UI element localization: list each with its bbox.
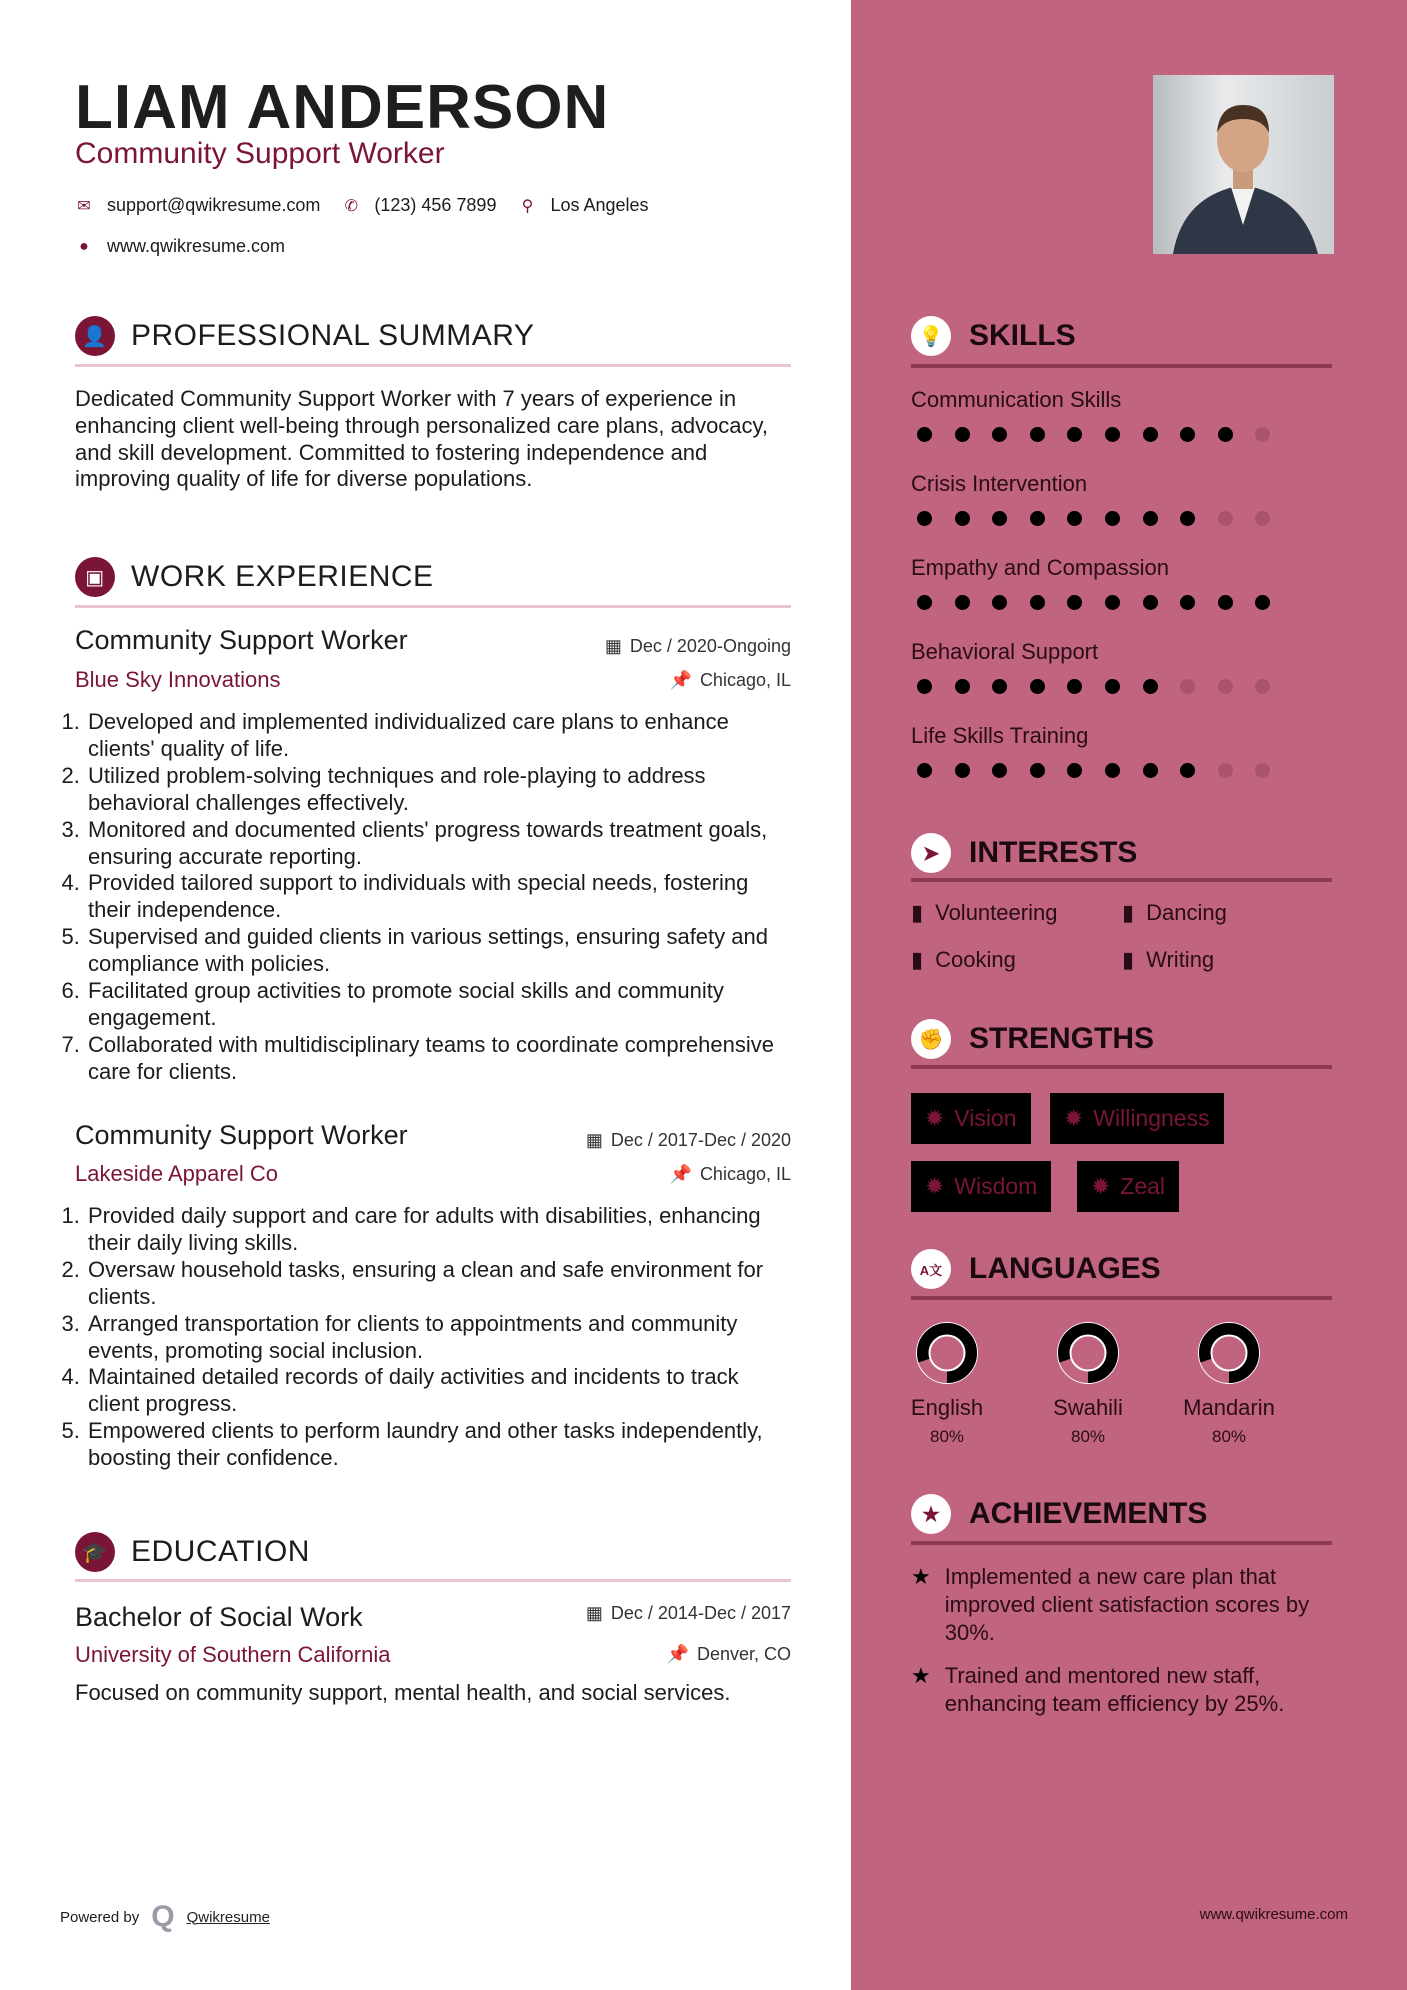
interest-item bbox=[1122, 900, 1227, 926]
experience-heading-text: WORK EXPERIENCE bbox=[131, 560, 434, 593]
rating-dot bbox=[1030, 427, 1045, 442]
candidate-name: LIAM ANDERSON bbox=[75, 73, 610, 142]
rating-dot bbox=[955, 595, 970, 610]
job-title: Community Support Worker bbox=[75, 625, 408, 655]
paper-plane-icon: ➤ bbox=[911, 833, 951, 873]
achievements-heading-text: ACHIEVEMENTS bbox=[969, 1497, 1208, 1530]
skill-item bbox=[911, 555, 1270, 639]
bullet: 5. Supervised and guided clients in various settings, ensuring safety and compliance with policies. bbox=[86, 924, 788, 978]
achievement-item bbox=[911, 1662, 1331, 1718]
book-icon: ▮ bbox=[911, 947, 924, 972]
language-name: English bbox=[910, 1395, 984, 1420]
interest-label: Writing bbox=[1146, 947, 1215, 972]
strength-tag bbox=[911, 1161, 1051, 1212]
skill-name: Empathy and Compassion bbox=[911, 555, 1170, 580]
profile-photo bbox=[1153, 75, 1334, 254]
achievement-text: Implemented a new care plan that improved client satisfaction scores by 30%. bbox=[944, 1564, 1310, 1645]
rating-dot bbox=[1067, 511, 1082, 526]
languages-list bbox=[882, 1320, 1294, 1447]
strength-label: Zeal bbox=[1120, 1173, 1166, 1199]
skill-rating bbox=[917, 595, 1270, 610]
location-text: Chicago, IL bbox=[699, 670, 791, 690]
interests-heading bbox=[911, 833, 1137, 873]
rating-dot bbox=[1030, 763, 1045, 778]
calendar-icon: ▦ bbox=[604, 636, 622, 656]
rating-dot bbox=[917, 427, 932, 442]
rating-dot bbox=[1105, 427, 1120, 442]
pin-icon: 📌 bbox=[669, 1164, 692, 1184]
divider bbox=[911, 878, 1332, 882]
strengths-heading-text: STRENGTHS bbox=[969, 1022, 1155, 1055]
lightbulb-icon: 💡 bbox=[911, 316, 951, 356]
rating-dot bbox=[1105, 763, 1120, 778]
rating-dot bbox=[1067, 427, 1082, 442]
degree: Bachelor of Social Work bbox=[75, 1602, 363, 1632]
rating-dot bbox=[1255, 595, 1270, 610]
interest-label: Cooking bbox=[935, 947, 1016, 972]
location-pin-icon: ⚲ bbox=[521, 197, 534, 215]
rating-dot bbox=[1180, 679, 1195, 694]
language-item bbox=[1164, 1320, 1294, 1447]
bullet: 1. Provided daily support and care for adults with disabilities, enhancing their daily living skills. bbox=[86, 1203, 788, 1257]
education-heading-text: EDUCATION bbox=[131, 1535, 310, 1568]
email-icon: ✉ bbox=[77, 197, 91, 215]
bullet: 3. Monitored and documented clients' progress towards treatment goals, ensuring accurate reporting. bbox=[86, 817, 788, 871]
date-text: Dec / 2014-Dec / 2017 bbox=[610, 1603, 791, 1623]
star-award-icon: ★ bbox=[911, 1494, 951, 1534]
book-icon: ▮ bbox=[1122, 900, 1135, 925]
language-donut bbox=[1055, 1320, 1121, 1386]
skill-name: Behavioral Support bbox=[911, 639, 1099, 664]
pin-icon: 📌 bbox=[666, 1644, 689, 1664]
skill-rating bbox=[917, 679, 1270, 694]
edu-date bbox=[586, 1603, 791, 1624]
rating-dot bbox=[1255, 679, 1270, 694]
rating-dot bbox=[1143, 511, 1158, 526]
fist-icon: ✊ bbox=[911, 1019, 951, 1059]
skills-heading bbox=[911, 316, 1076, 356]
language-percent: 80% bbox=[1211, 1427, 1247, 1446]
date-text: Dec / 2017-Dec / 2020 bbox=[610, 1130, 791, 1150]
language-percent: 80% bbox=[929, 1427, 965, 1446]
translate-icon: A文 bbox=[911, 1249, 951, 1289]
website-row bbox=[75, 236, 285, 257]
badge-icon: ✹ bbox=[925, 1173, 945, 1199]
rating-dot bbox=[1143, 679, 1158, 694]
experience-heading bbox=[75, 557, 434, 597]
rating-dot bbox=[992, 427, 1007, 442]
rating-dot bbox=[992, 763, 1007, 778]
company-name: Lakeside Apparel Co bbox=[75, 1161, 279, 1186]
badge-icon: ✹ bbox=[1064, 1105, 1084, 1131]
rating-dot bbox=[917, 511, 932, 526]
user-icon: 👤 bbox=[75, 316, 115, 356]
languages-heading-text: LANGUAGES bbox=[969, 1252, 1161, 1285]
education-heading bbox=[75, 1532, 310, 1572]
interests-heading-text: INTERESTS bbox=[969, 836, 1138, 869]
summary-heading bbox=[75, 316, 534, 356]
divider bbox=[911, 1296, 1332, 1300]
rating-dot bbox=[955, 679, 970, 694]
globe-icon: ● bbox=[79, 237, 89, 255]
job-bullets bbox=[68, 709, 788, 1086]
bullet: 2. Utilized problem-solving techniques and role-playing to address behavioral challenges effectively. bbox=[86, 763, 788, 817]
language-item bbox=[1023, 1320, 1153, 1447]
location-text: Denver, CO bbox=[696, 1644, 791, 1664]
language-item bbox=[882, 1320, 1012, 1447]
location: Los Angeles bbox=[550, 195, 649, 215]
skill-item bbox=[911, 723, 1270, 807]
shooting-star-icon: ★ bbox=[911, 1564, 931, 1589]
rating-dot bbox=[1105, 511, 1120, 526]
skill-item bbox=[911, 387, 1270, 471]
interest-item bbox=[911, 900, 1057, 926]
language-donut bbox=[1196, 1320, 1262, 1386]
qwikresume-logo-icon: Q bbox=[151, 1900, 175, 1933]
bullet: 4. Provided tailored support to individuals with special needs, fostering their independence. bbox=[86, 870, 788, 924]
candidate-title: Community Support Worker bbox=[75, 137, 445, 170]
rating-dot bbox=[1030, 679, 1045, 694]
strength-label: Willingness bbox=[1093, 1105, 1210, 1131]
rating-dot bbox=[992, 679, 1007, 694]
language-donut bbox=[914, 1320, 980, 1386]
rating-dot bbox=[917, 763, 932, 778]
rating-dot bbox=[955, 427, 970, 442]
rating-dot bbox=[1067, 763, 1082, 778]
divider bbox=[911, 1065, 1332, 1069]
shooting-star-icon: ★ bbox=[911, 1663, 931, 1688]
skill-item bbox=[911, 471, 1270, 555]
skill-rating bbox=[917, 511, 1270, 526]
rating-dot bbox=[1143, 427, 1158, 442]
strengths-heading bbox=[911, 1019, 1154, 1059]
rating-dot bbox=[1180, 511, 1195, 526]
divider bbox=[75, 1579, 791, 1582]
bullet: 2. Oversaw household tasks, ensuring a clean and safe environment for clients. bbox=[86, 1257, 788, 1311]
rating-dot bbox=[1067, 679, 1082, 694]
languages-heading bbox=[911, 1249, 1161, 1289]
badge-icon: ✹ bbox=[925, 1105, 945, 1131]
rating-dot bbox=[1180, 595, 1195, 610]
rating-dot bbox=[1218, 427, 1233, 442]
strength-label: Vision bbox=[954, 1105, 1017, 1131]
phone-icon: ✆ bbox=[344, 197, 359, 215]
rating-dot bbox=[1255, 511, 1270, 526]
location-text: Chicago, IL bbox=[699, 1164, 791, 1184]
interest-item bbox=[1122, 947, 1214, 973]
education-description: Focused on community support, mental health, and social services. bbox=[75, 1680, 731, 1705]
skills-heading-text: SKILLS bbox=[969, 319, 1076, 352]
skill-name: Life Skills Training bbox=[911, 723, 1089, 748]
rating-dot bbox=[1218, 679, 1233, 694]
rating-dot bbox=[917, 595, 932, 610]
rating-dot bbox=[1180, 427, 1195, 442]
company-name: Blue Sky Innovations bbox=[75, 667, 281, 692]
edu-location bbox=[667, 1644, 791, 1665]
rating-dot bbox=[1218, 595, 1233, 610]
bullet: 5. Empowered clients to perform laundry and other tasks independently, boosting their confidence. bbox=[86, 1418, 788, 1472]
school-name: University of Southern California bbox=[75, 1642, 391, 1667]
calendar-icon: ▦ bbox=[585, 1130, 603, 1150]
phone: (123) 456 7899 bbox=[374, 195, 497, 215]
bullet: 4. Maintained detailed records of daily activities and incidents to track client progress. bbox=[86, 1364, 788, 1418]
book-icon: ▮ bbox=[1122, 947, 1135, 972]
achievements-heading bbox=[911, 1494, 1207, 1534]
language-percent: 80% bbox=[1070, 1427, 1106, 1446]
strength-tag bbox=[911, 1093, 1031, 1144]
interest-item bbox=[911, 947, 1016, 973]
divider bbox=[75, 605, 791, 608]
brand-link[interactable]: Qwikresume bbox=[186, 1908, 270, 1926]
powered-by-text: Powered by bbox=[60, 1908, 140, 1926]
rating-dot bbox=[1218, 511, 1233, 526]
job-bullets bbox=[68, 1203, 788, 1472]
skill-item bbox=[911, 639, 1270, 723]
language-name: Swahili bbox=[1053, 1395, 1123, 1420]
rating-dot bbox=[1255, 427, 1270, 442]
contact-row bbox=[75, 195, 649, 216]
footer-powered bbox=[60, 1900, 270, 1934]
bullet: 3. Arranged transportation for clients to appointments and community events, promoting social inclusion. bbox=[86, 1311, 788, 1365]
language-name: Mandarin bbox=[1183, 1395, 1275, 1420]
rating-dot bbox=[992, 511, 1007, 526]
rating-dot bbox=[1105, 679, 1120, 694]
rating-dot bbox=[1143, 763, 1158, 778]
skill-rating bbox=[917, 427, 1270, 442]
job-location bbox=[670, 670, 791, 691]
rating-dot bbox=[955, 763, 970, 778]
book-icon: ▮ bbox=[911, 900, 924, 925]
job-date bbox=[586, 1130, 791, 1151]
person-photo-icon bbox=[1153, 75, 1334, 254]
briefcase-icon: ▣ bbox=[75, 557, 115, 597]
job-date bbox=[605, 636, 791, 657]
skills-list bbox=[911, 387, 1270, 807]
bullet: 7. Collaborated with multidisciplinary teams to coordinate comprehensive care for clients. bbox=[86, 1032, 788, 1086]
badge-icon: ✹ bbox=[1091, 1173, 1111, 1199]
rating-dot bbox=[1105, 595, 1120, 610]
pin-icon: 📌 bbox=[669, 670, 692, 690]
interest-label: Dancing bbox=[1146, 900, 1227, 925]
rating-dot bbox=[1030, 511, 1045, 526]
strength-label: Wisdom bbox=[954, 1173, 1038, 1199]
rating-dot bbox=[992, 595, 1007, 610]
achievement-item bbox=[911, 1563, 1331, 1647]
summary-heading-text: PROFESSIONAL SUMMARY bbox=[131, 319, 535, 352]
rating-dot bbox=[1030, 595, 1045, 610]
divider bbox=[75, 364, 791, 367]
interest-label: Volunteering bbox=[935, 900, 1058, 925]
divider bbox=[911, 364, 1332, 368]
date-text: Dec / 2020-Ongoing bbox=[629, 636, 791, 656]
skill-rating bbox=[917, 763, 1270, 778]
summary-text: Dedicated Community Support Worker with 7 years of experience in enhancing client well-being through personalized care plans, advocacy, and skill development. Committed to fostering independence and improving quality of life for diverse populations. bbox=[75, 386, 769, 492]
rating-dot bbox=[1067, 595, 1082, 610]
strength-tag bbox=[1077, 1161, 1179, 1212]
bullet: 1. Developed and implemented individualized care plans to enhance clients' quality of life. bbox=[86, 709, 788, 763]
email[interactable]: support@qwikresume.com bbox=[107, 195, 321, 215]
achievement-text: Trained and mentored new staff, enhancing team efficiency by 25%. bbox=[944, 1663, 1285, 1716]
rating-dot bbox=[1218, 763, 1233, 778]
skill-name: Crisis Intervention bbox=[911, 471, 1088, 496]
divider bbox=[911, 1541, 1332, 1545]
rating-dot bbox=[1143, 595, 1158, 610]
job-location bbox=[670, 1164, 791, 1185]
website[interactable]: www.qwikresume.com bbox=[107, 236, 286, 256]
calendar-icon: ▦ bbox=[585, 1603, 603, 1623]
rating-dot bbox=[917, 679, 932, 694]
skill-name: Communication Skills bbox=[911, 387, 1122, 412]
rating-dot bbox=[955, 511, 970, 526]
rating-dot bbox=[1255, 763, 1270, 778]
footer-site[interactable]: www.qwikresume.com bbox=[1199, 1906, 1348, 1923]
graduation-icon: 🎓 bbox=[75, 1532, 115, 1572]
strength-tag bbox=[1050, 1093, 1224, 1144]
bullet: 6. Facilitated group activities to promote social skills and community engagement. bbox=[86, 978, 788, 1032]
job-title: Community Support Worker bbox=[75, 1120, 408, 1150]
rating-dot bbox=[1180, 763, 1195, 778]
